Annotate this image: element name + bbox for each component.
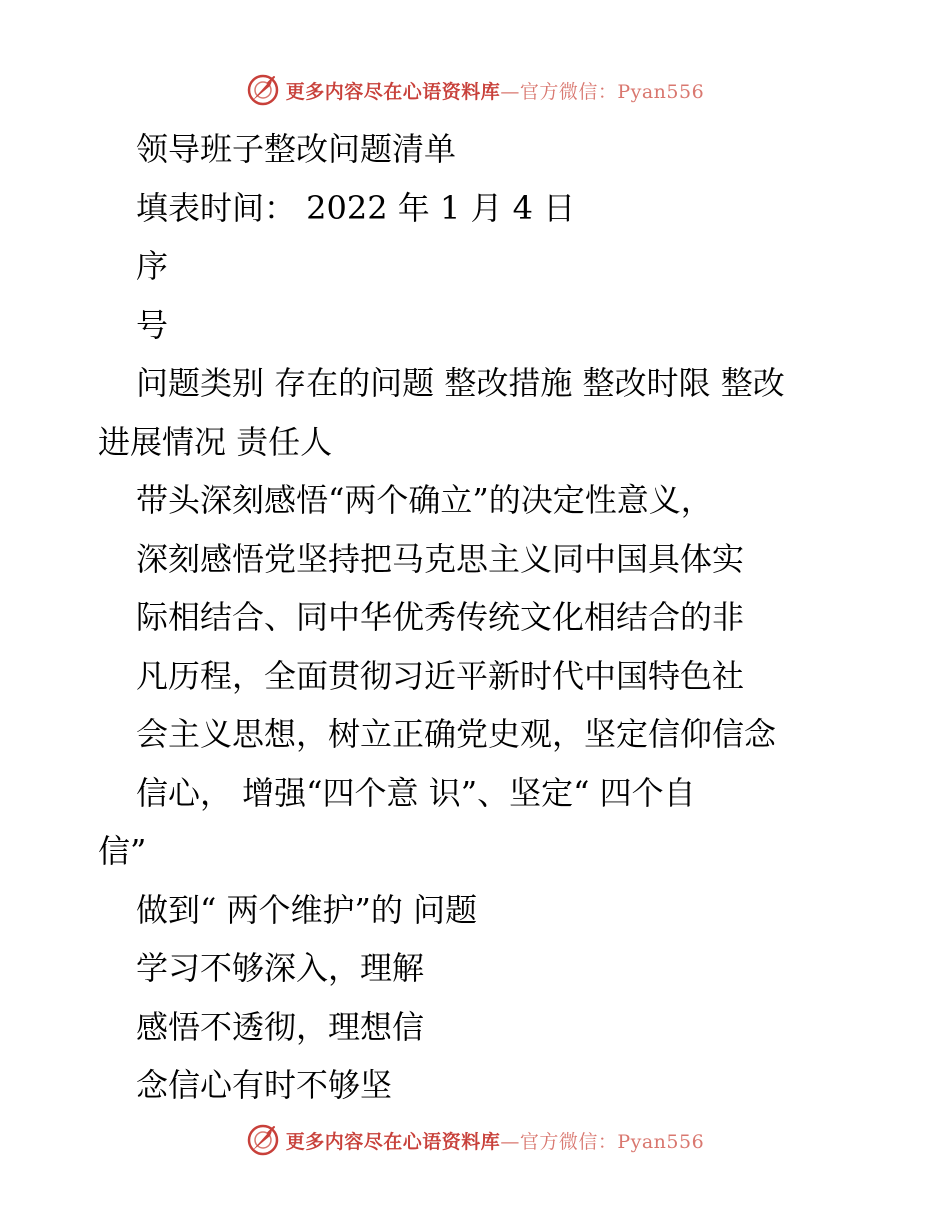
paragraph-line: 信心， 增强“四个意 识”、坚定“ 四个自 (136, 773, 696, 812)
paragraph-line: 带头深刻感悟“两个确立”的决定性意义， (136, 481, 713, 519)
table-header-seq: 序 (136, 247, 169, 285)
document-body (0, 120, 950, 1115)
table-header-columns: 问题类别 存在的问题 整改措施 整改时限 整改 (136, 364, 785, 402)
quill-seal-icon (246, 1123, 280, 1157)
paragraph-line: 深刻感悟党坚持把马克思主义同中国具体实 (136, 539, 745, 578)
issue-line: 感悟不透彻，理想信 (136, 1007, 425, 1046)
issue-line: 做到“ 两个维护”的 问题 (136, 890, 478, 929)
fill-date: 填表时间： 2022 年 1 月 4 日 (136, 188, 576, 227)
footer-watermark (0, 1120, 950, 1160)
paragraph-wrap-line: 信” (98, 832, 147, 870)
document-title: 领导班子整改问题清单 (136, 130, 457, 168)
watermark-brand: 更多内容尽在心语资料库—官方微信：Pyan556 (285, 80, 705, 103)
table-header-seq-cont: 号 (136, 305, 169, 344)
quill-seal-icon (246, 73, 280, 107)
issue-line: 学习不够深入，理解 (136, 949, 425, 987)
paragraph-line: 凡历程，全面贯彻习近平新时代中国特色社 (136, 656, 745, 695)
header-watermark (0, 70, 950, 110)
paragraph-line: 会主义思想，树立正确党史观，坚定信仰信念 (136, 715, 777, 753)
paragraph-line: 际相结合、同中华优秀传统文化相结合的非 (136, 598, 745, 636)
watermark-brand: 更多内容尽在心语资料库—官方微信：Pyan556 (285, 1130, 705, 1153)
issue-line: 念信心有时不够坚 (136, 1066, 393, 1104)
table-header-columns-cont: 进展情况 责任人 (98, 422, 333, 461)
